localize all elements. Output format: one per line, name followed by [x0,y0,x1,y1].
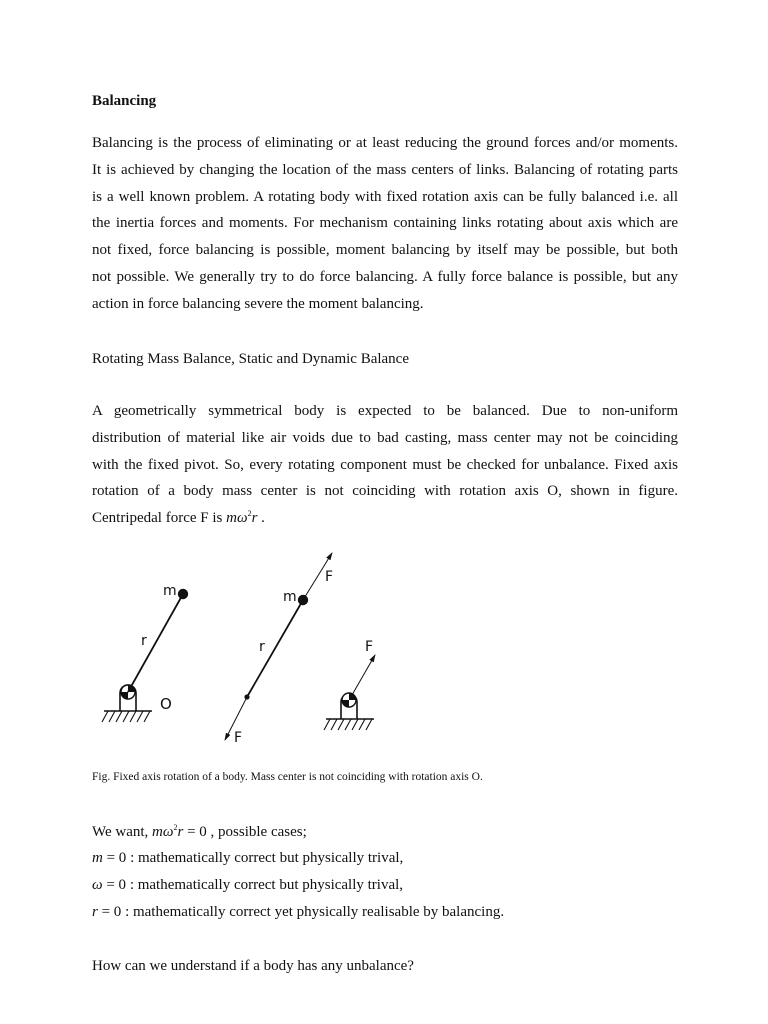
math-omega: ω [162,824,174,840]
math-square: 2 [247,509,252,519]
body-line: A geometrically symmetrical body is expected to be balanced. Due to non-uniform [92,403,678,419]
diagram-pivot-reaction [324,639,375,730]
case-variable: m [92,850,103,866]
math-equals: = 0 [183,824,207,840]
intro-line: Balancing is the process of eliminating or at least reducing the ground forces and/or moments. [92,135,678,151]
force-label: F [234,730,243,746]
question-line: How can we understand if a body has any unbalance? [92,958,414,974]
case-equals: = 0 [102,850,127,866]
body-rod [247,600,303,697]
intro-line: is a well known problem. A rotating body with fixed rotation axis can be fully balanced i.e. all [92,188,678,205]
link-rod [128,594,183,692]
case-equals: = 0 [97,904,122,920]
want-prefix: We want, [92,824,153,840]
want-suffix: , possible cases; [206,824,307,840]
centripetal-prefix: Centripedal force F is [92,510,227,527]
math-square: 2 [173,823,178,832]
force-label: F [365,639,374,655]
case-text: : mathematically correct yet physically realisable by balancing. [121,904,505,920]
axis-label: O [160,695,172,713]
diagram-force-pair [225,553,333,746]
case-equals: = 0 [102,877,127,893]
intro-line: not fixed, force balancing is possible, moment balancing by itself may be possible, but both [92,242,678,259]
radius-label: r [259,639,265,655]
body-line: with the fixed pivot. So, every rotating component must be checked for unbalance. Fixed axis [92,456,678,473]
math-r: r [251,510,258,527]
ground-hatch [324,719,372,730]
intro-line: not possible. We generally try to do force balancing. A fully force balance is possible, but any [92,268,678,285]
figure-caption: Fig. Fixed axis rotation of a body. Mass center is not coinciding with rotation axis O. [92,771,483,783]
math-m: m [152,824,163,840]
case-variable: r [92,904,98,920]
intro-line: action in force balancing severe the moment balancing. [92,295,424,312]
section-heading: Balancing [92,93,157,109]
diagram-pivoted-link [102,583,188,722]
case-text: : mathematically correct but physically trival, [126,850,404,866]
case-variable: ω [92,877,103,893]
ground-hatch [102,711,150,722]
radius-label: r [141,633,147,649]
math-m: m [226,510,237,527]
centripetal-suffix: . [257,510,265,527]
intro-line: It is achieved by changing the location of the mass centers of links. Balancing of rotating parts [92,161,678,178]
body-line: rotation of a body mass center is not coinciding with rotation axis O, shown in figure. [92,483,678,500]
mass-label: m [283,589,297,605]
mass-point [178,589,188,599]
subheading: Rotating Mass Balance, Static and Dynamic Balance [92,351,409,367]
case-text: : mathematically correct but physically trival, [126,877,404,893]
mass-label: m [163,583,177,599]
math-omega: ω [236,510,248,527]
intro-line: the inertia forces and moments. For mechanism containing links rotating about axis which are [92,215,678,232]
reaction-force-arrow [352,655,375,695]
body-line: distribution of material like air voids due to bad casting, mass center may not be coinciding [92,429,678,446]
force-label: F [325,569,334,585]
math-r: r [177,824,184,840]
